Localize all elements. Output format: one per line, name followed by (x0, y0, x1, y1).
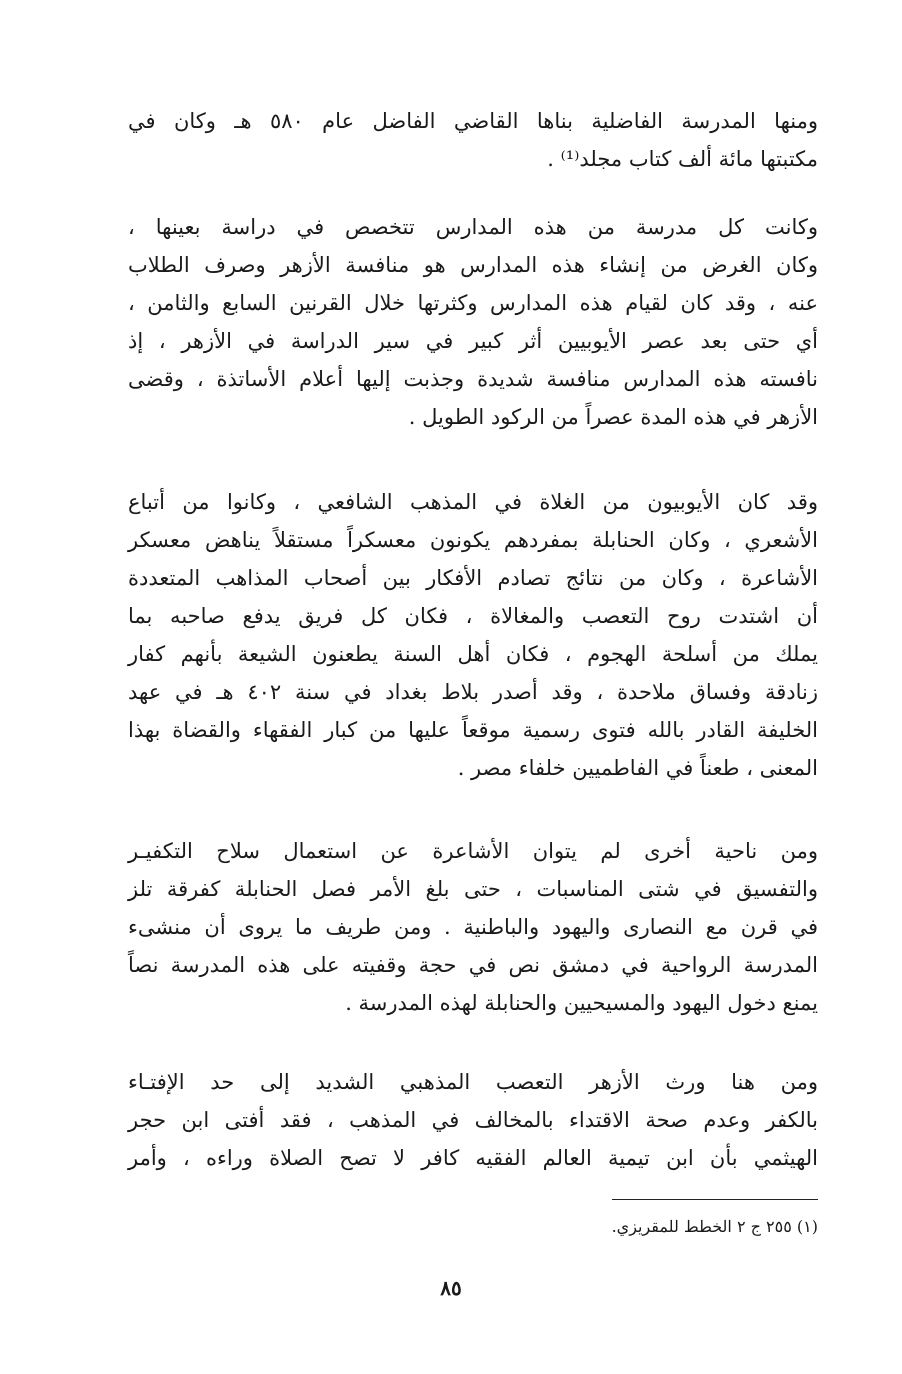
text-line: يمنع دخول اليهود والمسيحيين والحنابلة لهذه المدرسة . (345, 991, 818, 1015)
text-line: وكان الغرض من إنشاء هذه المدارس هو منافسة الأزهر وصرف الطلاب (128, 253, 818, 277)
footnote-divider (612, 1199, 818, 1200)
page-number: ٨٥ (440, 1276, 462, 1300)
text-line: الأشاعرة ، وكان من نتائج تصادم الأفكار بين أصحاب المذاهب المتعددة (128, 566, 818, 590)
text-line: وكانت كل مدرسة من هذه المدارس تتخصص في دراسة بعينها ، (128, 215, 818, 239)
text-line: ومن هنا ورث الأزهر التعصب المذهبي الشديد إلى حد الإفتـاء (128, 1070, 818, 1094)
text-line: الأشعري ، وكان الحنابلة بمفردهم يكونون معسكراً مستقلاً يناهض معسكر (128, 528, 818, 552)
text-line: والتفسيق في شتى المناسبات ، حتى بلغ الأمر فصل الحنابلة كفرقة تلز (128, 877, 818, 901)
text-line: بالكفر وعدم صحة الاقتداء بالمخالف في المذهب ، فقد أفتى ابن حجر (128, 1108, 818, 1132)
text-line: الخليفة القادر بالله فتوى رسمية موقعاً عليها من كبار الفقهاء والقضاة بهذا (128, 718, 818, 742)
paragraph-4 (128, 832, 818, 1022)
text-line: أي حتى بعد عصر الأيوبيين أثر كبير في سير الدراسة في الأزهر ، إذ (128, 329, 818, 353)
text-line: مكتبتها مائة ألف كتاب مجلد⁽¹⁾ . (547, 147, 818, 171)
text-line: ومن ناحية أخرى لم يتوان الأشاعرة عن استعمال سلاح التكفيـر (128, 839, 818, 863)
text-line: الأزهر في هذه المدة عصراً من الركود الطويل . (408, 405, 818, 429)
text-line: نافسته هذه المدارس منافسة شديدة وجذبت إليها أعلام الأساتذة ، وقضى (128, 367, 818, 391)
paragraph-5 (128, 1063, 818, 1177)
text-line: المدرسة الرواحية في دمشق نص في حجة وقفيته على هذه المدرسة نصاً (128, 953, 818, 977)
paragraph-3 (128, 483, 818, 787)
paragraph-1 (128, 102, 818, 178)
text-line: عنه ، وقد كان لقيام هذه المدارس وكثرتها خلال القرنين السابع والثامن ، (128, 291, 818, 315)
text-line: أن اشتدت روح التعصب والمغالاة ، فكان كل فريق يدفع صاحبه بما (128, 604, 818, 628)
text-line: المعنى ، طعناً في الفاطميين خلفاء مصر . (457, 756, 818, 780)
text-line: يملك من أسلحة الهجوم ، فكان أهل السنة يطعنون الشيعة بأنهم كفار (128, 642, 818, 666)
text-line: ومنها المدرسة الفاضلية بناها القاضي الفاضل عام ٥٨٠ هـ وكان في (128, 109, 818, 133)
paragraph-2 (128, 208, 818, 436)
text-line: وقد كان الأيوبيون من الغلاة في المذهب الشافعي ، وكانوا من أتباع (128, 490, 818, 514)
text-line: الهيثمي بأن ابن تيمية العالم الفقيه كافر لا تصح الصلاة وراءه ، وأمر (128, 1146, 818, 1170)
text-line: في قرن مع النصارى واليهود والباطنية . ومن طريف ما يروى أن منشىء (128, 915, 818, 939)
footnote: (١) ٢٥٥ ج ٢ الخطط للمقريزي. (611, 1217, 818, 1236)
text-line: زنادقة وفساق ملاحدة ، وقد أصدر بلاط بغداد في سنة ٤٠٢ هـ في عهد (128, 680, 818, 704)
